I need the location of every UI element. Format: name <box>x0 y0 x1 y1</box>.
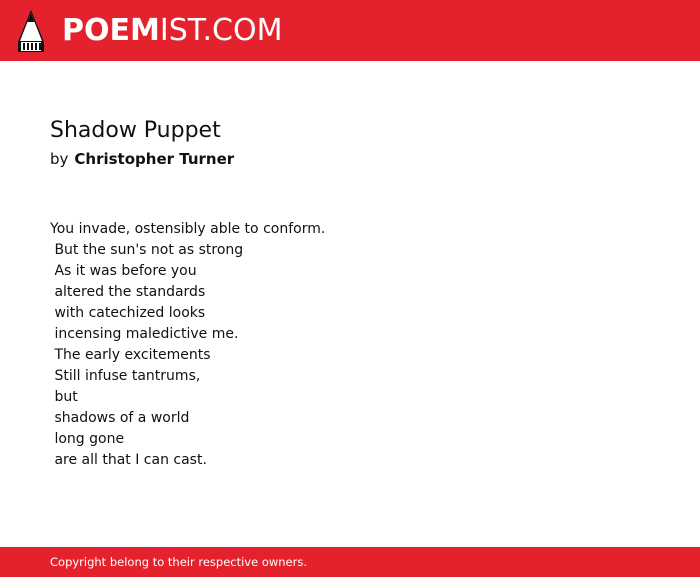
poem-body <box>50 219 650 471</box>
poem-line: You invade, ostensibly able to conform. <box>50 221 326 237</box>
poem-line: altered the standards <box>50 284 206 300</box>
poem-line: shadows of a world <box>50 410 190 426</box>
by-label: by <box>50 150 69 168</box>
logo-light-text: IST.COM <box>159 13 283 48</box>
logo-wordmark <box>62 9 282 53</box>
poem-line: but <box>50 389 78 405</box>
site-header <box>0 0 700 61</box>
poem-line: long gone <box>50 431 125 447</box>
poem-byline <box>50 148 234 170</box>
site-logo-link[interactable] <box>18 9 282 53</box>
poem-line: The early excitements <box>50 347 211 363</box>
copyright-text: Copyright belong to their respective owners. <box>50 555 308 569</box>
poem-line: incensing maledictive me. <box>50 326 239 342</box>
poem-line: As it was before you <box>50 263 197 279</box>
logo-bold-text: POEM <box>62 13 160 48</box>
pencil-tip-icon <box>18 10 44 52</box>
author-link[interactable]: Christopher Turner <box>74 150 235 168</box>
poem-line: But the sun's not as strong <box>50 242 244 258</box>
poem-line: Still infuse tantrums, <box>50 368 201 384</box>
poem-title: Shadow Puppet <box>50 118 221 143</box>
site-footer <box>0 547 700 577</box>
poem-line: are all that I can cast. <box>50 452 207 468</box>
poem-line: with catechized looks <box>50 305 206 321</box>
